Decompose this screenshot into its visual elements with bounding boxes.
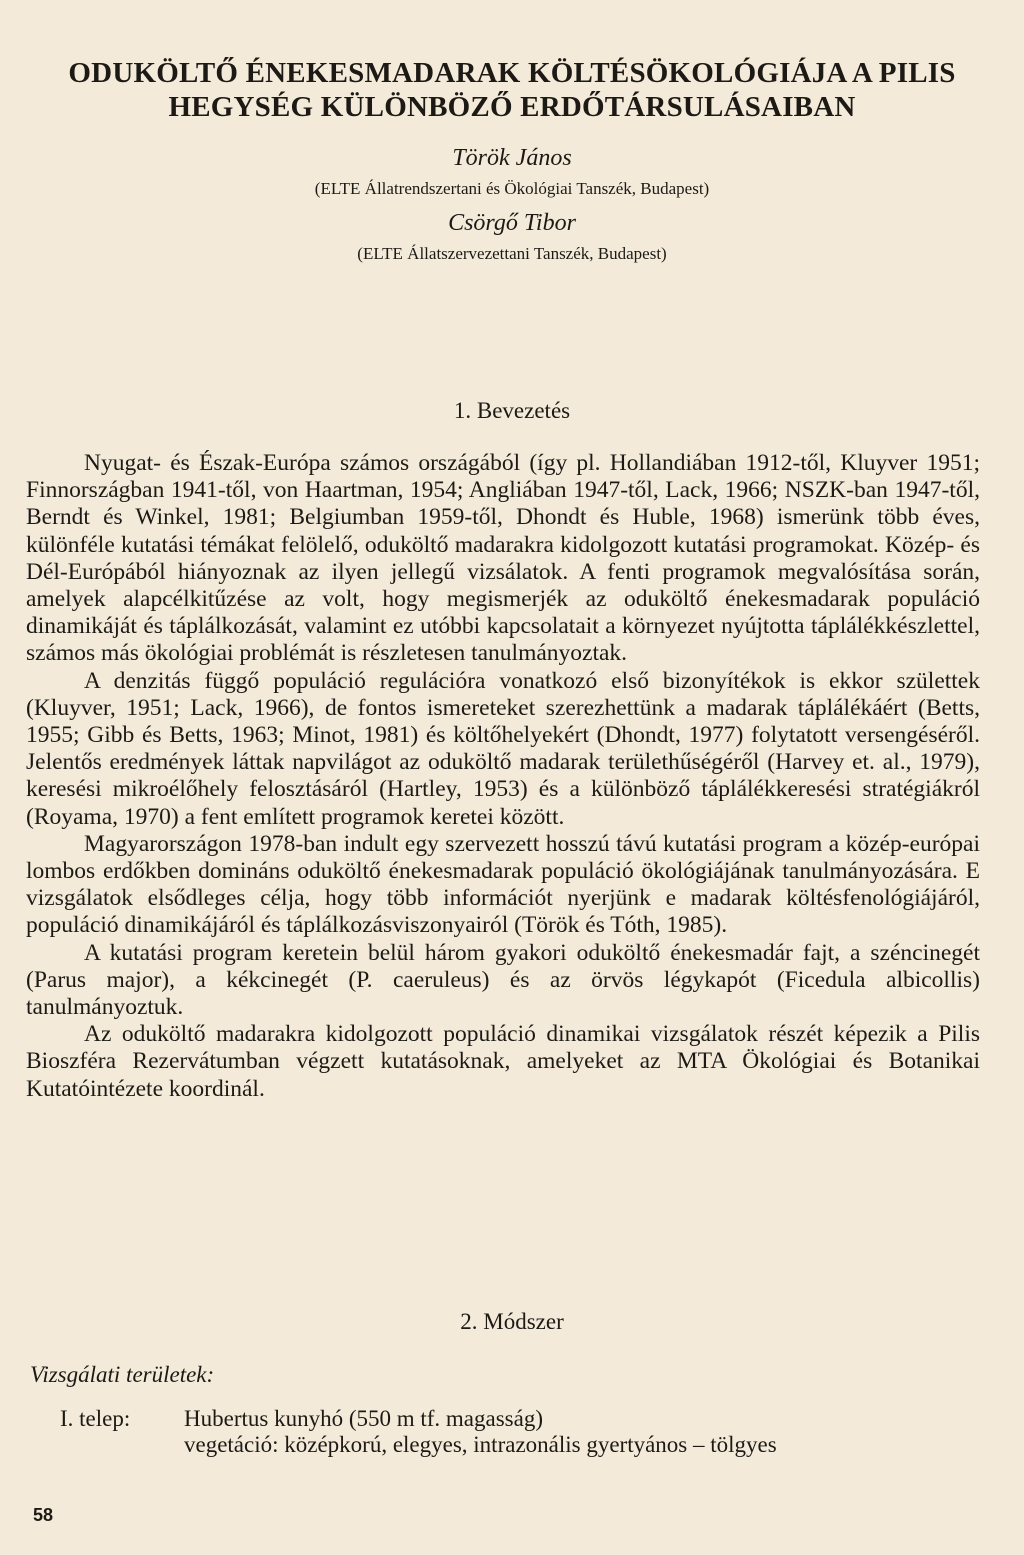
paragraph: A denzitás függő populáció regulációra vonatkozó első bizonyítékok is ekkor születtek (Kluyver, 1951; Lack, 1966), de fontos ismereteket szerezhettünk a madarak táplálékáért (Betts, 1955; Gibb és Betts, 1963; Minot, 1981) és költőhelyekért (Dhondt, 1977) folytatott versengéséről. Jelentős eredmények láttak napvilágot az oduköltő madarak területhűségéről (Harvey et. al., 1979), keresési mikroélőhely felosztásáról (Hartley, 1953) és a különböző táplálékkeresési stratégiákról (Royama, 1970) a fent említett programok keretei között. xyxy=(26,667,980,830)
author-affiliation: (ELTE Állatrendszertani és Ökológiai Tanszék, Budapest) xyxy=(314,179,710,198)
section-heading-method: 2. Módszer xyxy=(460,1309,564,1334)
author-name: Csörgő Tibor xyxy=(448,210,576,236)
site-label: I. telep: xyxy=(60,1406,131,1431)
introduction-body xyxy=(26,450,980,1103)
author-affiliation: (ELTE Állatszervezettani Tanszék, Budapest) xyxy=(357,244,667,263)
paragraph: Az oduköltő madarakra kidolgozott populáció dinamikai vizsgálatok részét képezik a Pilis Bioszféra Rezervátumban végzett kutatásoknak, amelyeket az MTA Ökológiai és Botanikai Kutatóintézete koordinál. xyxy=(26,1021,980,1102)
author-name: Török János xyxy=(452,145,572,171)
paragraph: A kutatási program keretein belül három gyakori oduköltő énekesmadár fajt, a széncinegét (Parus major), a kékcinegét (P. caeruleus) és az örvös légykapót (Ficedula albicollis) tanulmányoztuk. xyxy=(26,939,980,1021)
paragraph: Nyugat- és Észak-Európa számos országából (így pl. Hollandiában 1912-től, Kluyver 1951; Finnországban 1941-től, von Haartman, 1954; Angliában 1947-től, Lack, 1966; NSZK-ban 1947-től, Berndt és Winkel, 1981; Belgiumban 1959-től, Dhondt és Huble, 1968) ismerünk több éves, különféle kutatási témákat felölelő, oduköltő madarakra kidolgozott kutatási programokat. Közép- és Dél-Európából hiányoznak az ilyen jellegű vizsálatok. A fenti programok megvalósítása során, amelyek alapcélkitűzése az volt, hogy megismerjék az oduköltő énekesmadarak populáció dinamikáját és táplálkozását, valamint ez utóbbi kapcsolatait a környezet nyújtotta táplálékkészlettel, számos más ökológiai problémát is részletesen tanulmányoztak. xyxy=(26,450,980,667)
subheading-study-areas: Vizsgálati területek: xyxy=(30,1362,215,1387)
section-heading-introduction: 1. Bevezetés xyxy=(453,398,571,423)
site-location: Hubertus kunyhó (550 m tf. magasság) xyxy=(184,1406,543,1431)
page-number: 58 xyxy=(33,1505,54,1525)
site-vegetation: vegetáció: középkorú, elegyes, intrazonális gyertyános – tölgyes xyxy=(184,1432,777,1457)
paragraph: Magyarországon 1978-ban indult egy szervezett hosszú távú kutatási program a közép-európai lombos erdőkben domináns oduköltő énekesmadarak populáció ökológiájának tanulmányozására. E vizsgálatok elsődleges célja, hogy több információt nyerjünk e madarak költésfenológiájáról, populáció dinamikájáról és táplálkozásviszonyairól (Török és Tóth, 1985). xyxy=(26,830,980,939)
article-title: ODUKÖLTŐ ÉNEKESMADARAK KÖLTÉSÖKOLÓGIÁJA A PILIS HEGYSÉG KÜLÖNBÖZŐ ERDŐTÁRSULÁSAIBAN xyxy=(68,57,956,123)
